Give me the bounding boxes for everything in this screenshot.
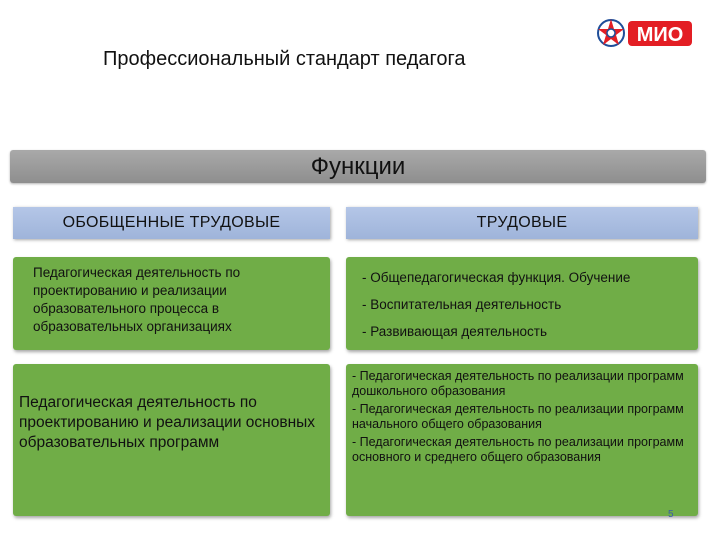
- generalized-function-2: [13, 364, 330, 516]
- page-title: Профессиональный стандарт педагога: [103, 48, 466, 70]
- generalized-functions-header: [13, 207, 330, 239]
- page-number: 5: [668, 509, 674, 520]
- labor-function-item: - Педагогическая деятельность по реализации программ основного и среднего общего образования: [352, 435, 684, 464]
- labor-functions-header: [346, 207, 698, 239]
- labor-header-label: ТРУДОВЫЕ: [476, 214, 568, 231]
- labor-functions-group-1: [346, 257, 698, 350]
- labor-function-item: - Воспитательная деятельность: [362, 297, 562, 312]
- labor-function-item: - Развивающая деятельность: [362, 324, 548, 339]
- functions-bar: [10, 150, 706, 183]
- labor-function-item: - Педагогическая деятельность по реализации программ дошкольного образования: [352, 369, 684, 398]
- labor-function-item: - Общепедагогическая функция. Обучение: [362, 270, 631, 285]
- generalized-function-2-text: Педагогическая деятельность по проектированию и реализации основных образовательных программ: [19, 394, 316, 451]
- mio-logo: [594, 16, 696, 50]
- logo-text: МИО: [636, 24, 684, 46]
- star-emblem-icon: [598, 19, 624, 46]
- generalized-function-1-text: Педагогическая деятельность по проектированию и реализации образовательного процесса в образовательных организациях: [33, 265, 241, 334]
- generalized-header-label: ОБОБЩЕННЫЕ ТРУДОВЫЕ: [62, 214, 281, 231]
- labor-function-item: - Педагогическая деятельность по реализации программ начального общего образования: [352, 402, 684, 431]
- labor-functions-group-2: [346, 364, 698, 516]
- generalized-function-1: [13, 257, 330, 350]
- functions-label: Функции: [310, 152, 406, 180]
